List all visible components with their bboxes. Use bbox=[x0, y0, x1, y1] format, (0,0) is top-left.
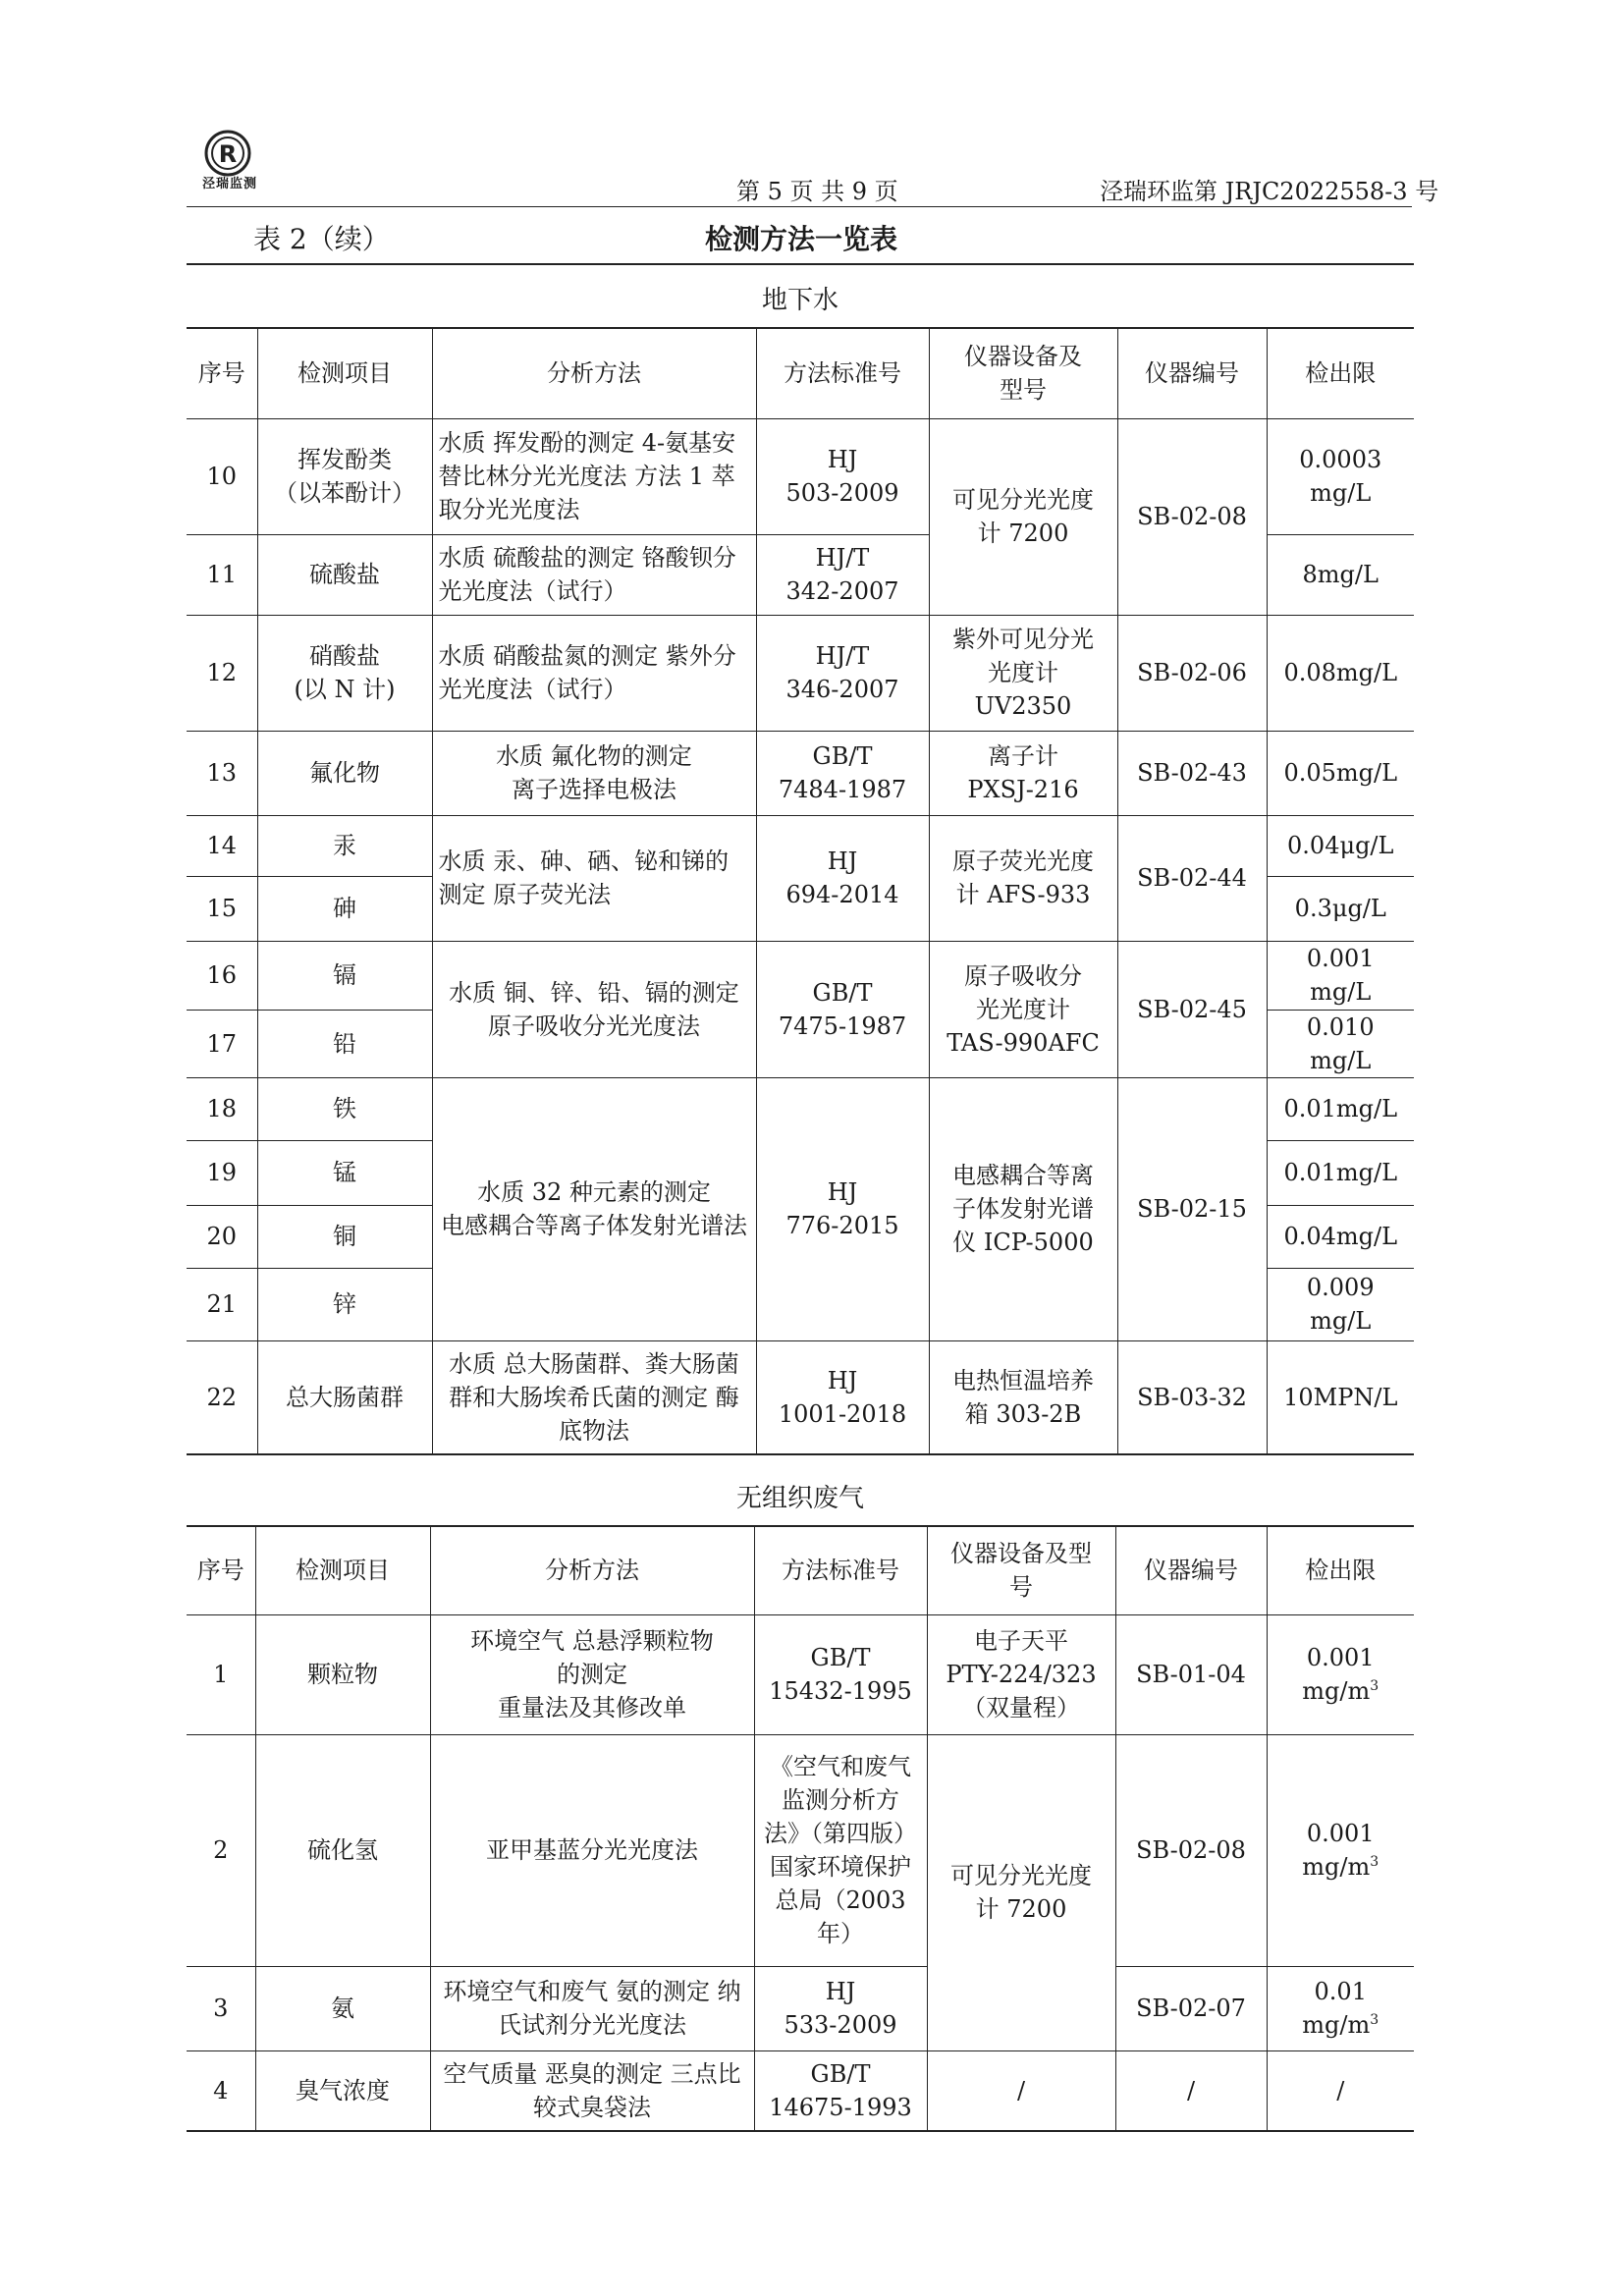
cell-no: 1 bbox=[187, 1614, 255, 1734]
cell-no: 2 bbox=[187, 1734, 255, 1966]
cell-standard: HJ 503-2009 bbox=[756, 418, 929, 534]
cell-method: 水质 挥发酚的测定 4-氨基安替比林分光光度法 方法 1 萃取分光光度法 bbox=[432, 418, 756, 534]
cell-instrument: 离子计 PXSJ-216 bbox=[929, 731, 1117, 815]
col-instrument-code: 仪器编号 bbox=[1115, 1526, 1267, 1614]
cell-instrument-code: / bbox=[1115, 2050, 1267, 2131]
cell-standard: GB/T 14675-1993 bbox=[754, 2050, 927, 2131]
cell-instrument-code: SB-02-43 bbox=[1117, 731, 1267, 815]
table-label: 表 2（续） bbox=[253, 223, 390, 255]
cell-instrument-code: SB-02-08 bbox=[1115, 1734, 1267, 1966]
logo-text: 泾瑞监测 bbox=[201, 177, 257, 191]
cell-instrument-code: SB-02-06 bbox=[1117, 615, 1267, 731]
cell-no: 17 bbox=[187, 1010, 257, 1077]
header-row bbox=[187, 1526, 1414, 1614]
cell-method: 水质 氟化物的测定 离子选择电极法 bbox=[432, 731, 756, 815]
cell-limit bbox=[1267, 1734, 1414, 1966]
cell-limit: 8mg/L bbox=[1267, 534, 1414, 615]
table-row bbox=[187, 1077, 1414, 1140]
svg-text:R: R bbox=[218, 140, 238, 168]
cell-limit: 0.08mg/L bbox=[1267, 615, 1414, 731]
col-item: 检测项目 bbox=[255, 1526, 430, 1614]
table-row bbox=[187, 418, 1414, 534]
cell-method: 水质 总大肠菌群、粪大肠菌群和大肠埃希氏菌的测定 酶底物法 bbox=[432, 1340, 756, 1454]
cell-limit bbox=[1267, 1966, 1414, 2050]
table-row bbox=[187, 615, 1414, 731]
cell-instrument-code: SB-02-45 bbox=[1117, 941, 1267, 1077]
cell-instrument-code: SB-02-08 bbox=[1117, 418, 1267, 615]
cell-instrument-code: SB-01-04 bbox=[1115, 1614, 1267, 1734]
title-rule bbox=[187, 263, 1414, 265]
cell-item: 颗粒物 bbox=[255, 1614, 430, 1734]
limit-unit: mg/m bbox=[1302, 1677, 1371, 1705]
cell-no: 19 bbox=[187, 1140, 257, 1205]
table-row bbox=[187, 2050, 1414, 2131]
cell-no: 12 bbox=[187, 615, 257, 731]
cell-item: 镉 bbox=[257, 941, 432, 1010]
cell-limit: 0.0003 mg/L bbox=[1267, 418, 1414, 534]
cell-standard: GB/T 7475-1987 bbox=[756, 941, 929, 1077]
cell-item: 铜 bbox=[257, 1205, 432, 1268]
cell-item: 汞 bbox=[257, 815, 432, 876]
cell-instrument: 紫外可见分光 光度计 UV2350 bbox=[929, 615, 1117, 731]
cell-item: 硫酸盐 bbox=[257, 534, 432, 615]
cell-no: 21 bbox=[187, 1268, 257, 1340]
cell-instrument: 电感耦合等离 子体发射光谱 仪 ICP-5000 bbox=[929, 1077, 1117, 1340]
cell-limit: 0.009 mg/L bbox=[1267, 1268, 1414, 1340]
table-row bbox=[187, 1966, 1414, 2050]
col-method: 分析方法 bbox=[430, 1526, 754, 1614]
unit-superscript: 3 bbox=[1370, 1854, 1380, 1870]
section-title-waste-gas: 无组织废气 bbox=[735, 1484, 864, 1513]
col-no: 序号 bbox=[187, 328, 257, 418]
waste-gas-table bbox=[187, 1525, 1414, 2132]
table-row bbox=[187, 1614, 1414, 1734]
col-limit: 检出限 bbox=[1267, 1526, 1414, 1614]
cell-instrument: / bbox=[927, 2050, 1115, 2131]
cell-item: 铅 bbox=[257, 1010, 432, 1077]
cell-item: 锌 bbox=[257, 1268, 432, 1340]
cell-method: 水质 硫酸盐的测定 铬酸钡分光光度法（试行） bbox=[432, 534, 756, 615]
cell-limit: 0.05mg/L bbox=[1267, 731, 1414, 815]
cell-no: 22 bbox=[187, 1340, 257, 1454]
limit-value: 0.01 bbox=[1314, 1978, 1367, 2005]
cell-no: 3 bbox=[187, 1966, 255, 2050]
unit-superscript: 3 bbox=[1370, 1678, 1380, 1694]
report-number: 泾瑞环监第 JRJC2022558-3 号 bbox=[1100, 178, 1439, 205]
cell-instrument-code: SB-02-44 bbox=[1117, 815, 1267, 941]
cell-standard: HJ/T 346-2007 bbox=[756, 615, 929, 731]
cell-limit: 0.001 mg/L bbox=[1267, 941, 1414, 1010]
cell-item: 氨 bbox=[255, 1966, 430, 2050]
col-item: 检测项目 bbox=[257, 328, 432, 418]
cell-standard: GB/T 15432-1995 bbox=[754, 1614, 927, 1734]
cell-item: 臭气浓度 bbox=[255, 2050, 430, 2131]
cell-item: 铁 bbox=[257, 1077, 432, 1140]
cell-limit: 0.04μg/L bbox=[1267, 815, 1414, 876]
col-instrument: 仪器设备及 型号 bbox=[929, 328, 1117, 418]
cell-standard: HJ/T 342-2007 bbox=[756, 534, 929, 615]
cell-no: 11 bbox=[187, 534, 257, 615]
cell-limit: 0.01mg/L bbox=[1267, 1140, 1414, 1205]
cell-method: 环境空气和废气 氨的测定 纳氏试剂分光光度法 bbox=[430, 1966, 754, 2050]
cell-no: 16 bbox=[187, 941, 257, 1010]
cell-no: 4 bbox=[187, 2050, 255, 2131]
limit-value: 0.001 bbox=[1306, 1820, 1375, 1847]
cell-limit: 0.3μg/L bbox=[1267, 876, 1414, 941]
cell-method: 水质 硝酸盐氮的测定 紫外分光光度法（试行） bbox=[432, 615, 756, 731]
col-method: 分析方法 bbox=[432, 328, 756, 418]
cell-limit: 10MPN/L bbox=[1267, 1340, 1414, 1454]
limit-unit: mg/m bbox=[1302, 2011, 1371, 2039]
table-row bbox=[187, 1734, 1414, 1966]
cell-standard: 《空气和废气 监测分析方 法》（第四版） 国家环境保护 总局（2003 年） bbox=[754, 1734, 927, 1966]
cell-item: 挥发酚类 （以苯酚计） bbox=[257, 418, 432, 534]
cell-instrument: 可见分光光度 计 7200 bbox=[929, 418, 1117, 615]
table-row bbox=[187, 731, 1414, 815]
unit-superscript: 3 bbox=[1370, 2012, 1380, 2028]
cell-instrument: 原子吸收分 光光度计 TAS-990AFC bbox=[929, 941, 1117, 1077]
cell-instrument-code: SB-02-15 bbox=[1117, 1077, 1267, 1340]
col-instrument-code: 仪器编号 bbox=[1117, 328, 1267, 418]
cell-limit bbox=[1267, 1614, 1414, 1734]
table-row bbox=[187, 941, 1414, 1010]
page-info: 第 5 页 共 9 页 bbox=[736, 178, 898, 205]
cell-item: 砷 bbox=[257, 876, 432, 941]
col-no: 序号 bbox=[187, 1526, 255, 1614]
cell-item: 总大肠菌群 bbox=[257, 1340, 432, 1454]
col-standard: 方法标准号 bbox=[756, 328, 929, 418]
cell-method: 亚甲基蓝分光光度法 bbox=[430, 1734, 754, 1966]
cell-no: 15 bbox=[187, 876, 257, 941]
table-row bbox=[187, 815, 1414, 876]
cell-limit: / bbox=[1267, 2050, 1414, 2131]
cell-method: 水质 32 种元素的测定 电感耦合等离子体发射光谱法 bbox=[432, 1077, 756, 1340]
cell-instrument-code: SB-02-07 bbox=[1115, 1966, 1267, 2050]
cell-no: 14 bbox=[187, 815, 257, 876]
cell-item: 锰 bbox=[257, 1140, 432, 1205]
cell-item: 硫化氢 bbox=[255, 1734, 430, 1966]
cell-instrument: 原子荧光光度 计 AFS-933 bbox=[929, 815, 1117, 941]
groundwater-table bbox=[187, 327, 1414, 1455]
limit-unit: mg/m bbox=[1302, 1853, 1371, 1881]
header-row bbox=[187, 328, 1414, 418]
header-divider bbox=[187, 206, 1412, 207]
col-standard: 方法标准号 bbox=[754, 1526, 927, 1614]
cell-no: 18 bbox=[187, 1077, 257, 1140]
cell-standard: HJ 533-2009 bbox=[754, 1966, 927, 2050]
cell-method: 空气质量 恶臭的测定 三点比较式臭袋法 bbox=[430, 2050, 754, 2131]
cell-instrument: 电子天平 PTY-224/323 （双量程） bbox=[927, 1614, 1115, 1734]
section-title-groundwater: 地下水 bbox=[761, 286, 839, 315]
cell-standard: HJ 694-2014 bbox=[756, 815, 929, 941]
cell-no: 20 bbox=[187, 1205, 257, 1268]
cell-limit: 0.01mg/L bbox=[1267, 1077, 1414, 1140]
cell-no: 13 bbox=[187, 731, 257, 815]
cell-limit: 0.010 mg/L bbox=[1267, 1010, 1414, 1077]
cell-item: 氟化物 bbox=[257, 731, 432, 815]
cell-method: 水质 铜、锌、铅、镉的测定 原子吸收分光光度法 bbox=[432, 941, 756, 1077]
cell-standard: GB/T 7484-1987 bbox=[756, 731, 929, 815]
cell-limit: 0.04mg/L bbox=[1267, 1205, 1414, 1268]
cell-method: 环境空气 总悬浮颗粒物 的测定 重量法及其修改单 bbox=[430, 1614, 754, 1734]
limit-value: 0.001 bbox=[1306, 1644, 1375, 1671]
cell-standard: HJ 776-2015 bbox=[756, 1077, 929, 1340]
cell-no: 10 bbox=[187, 418, 257, 534]
col-limit: 检出限 bbox=[1267, 328, 1414, 418]
cell-instrument: 可见分光光度 计 7200 bbox=[927, 1734, 1115, 2050]
col-instrument: 仪器设备及型 号 bbox=[927, 1526, 1115, 1614]
cell-standard: HJ 1001-2018 bbox=[756, 1340, 929, 1454]
cell-instrument-code: SB-03-32 bbox=[1117, 1340, 1267, 1454]
table-row bbox=[187, 1340, 1414, 1454]
cell-instrument: 电热恒温培养 箱 303-2B bbox=[929, 1340, 1117, 1454]
cell-method: 水质 汞、砷、硒、铋和锑的测定 原子荧光法 bbox=[432, 815, 756, 941]
table-title: 检测方法一览表 bbox=[705, 223, 898, 255]
cell-item: 硝酸盐 (以 N 计) bbox=[257, 615, 432, 731]
